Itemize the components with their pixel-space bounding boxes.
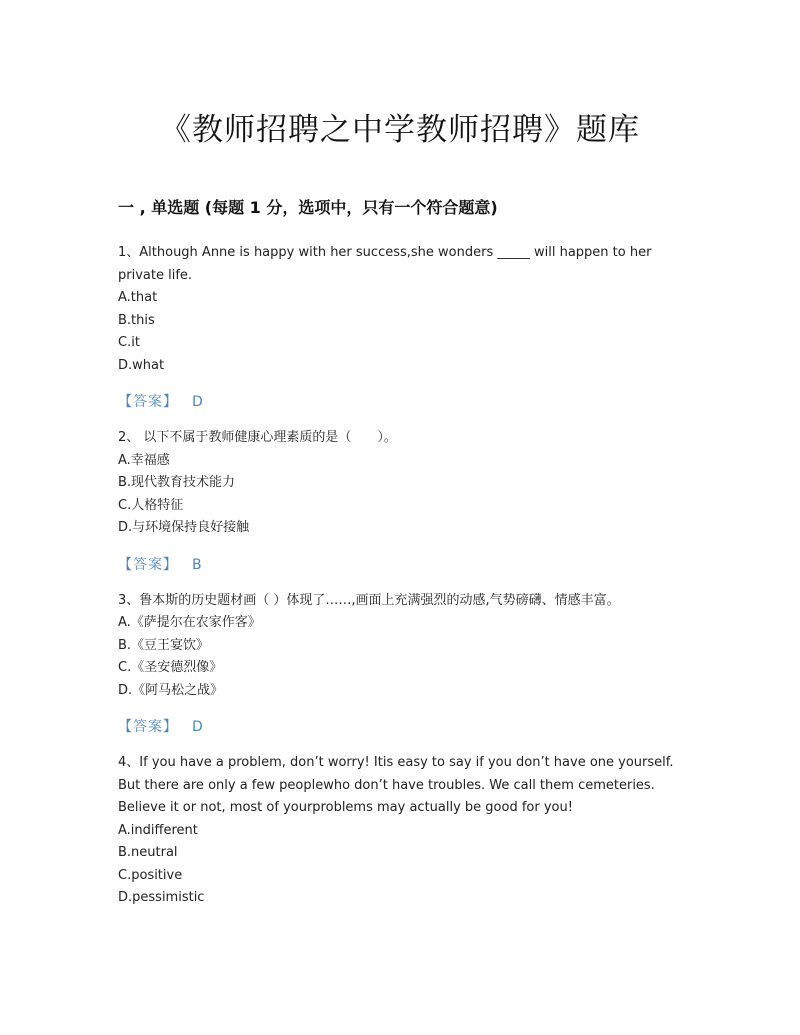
question-stem: 2、 以下不属于教师健康心理素质的是（ ）。 xyxy=(118,430,397,445)
option-c: C.positive xyxy=(118,867,183,883)
answer-label: 【答案】 xyxy=(118,719,178,735)
option-b: B.this xyxy=(118,312,155,328)
page-title: 《教师招聘之中学教师招聘》题库 xyxy=(160,112,640,148)
option-d: D.《阿马松之战》 xyxy=(118,682,224,698)
question-stem: 4、If you have a problem, don’t worry! Itis easy to say if you don’t have one yourself. But there are only a few peoplewho don’t have troubles. We call them cemeteries. Believe it or not, most of yourproblems may actually be good for you! xyxy=(118,755,674,815)
question-3 xyxy=(118,590,690,739)
option-c: C.it xyxy=(118,335,140,350)
question-list xyxy=(118,242,690,910)
option-a: A.indifferent xyxy=(118,822,198,838)
answer-value: D xyxy=(192,394,203,410)
option-d: D.与环境保持良好接触 xyxy=(118,520,250,535)
option-a: A.《萨提尔在农家作客》 xyxy=(118,615,261,630)
question-stem: 1、Although Anne is happy with her success,she wonders _____ will happen to her private life. xyxy=(118,245,652,283)
answer-line xyxy=(118,716,690,738)
option-b: B.《豆王宴饮》 xyxy=(118,637,210,653)
answer-label: 【答案】 xyxy=(118,394,178,410)
option-c: C.人格特征 xyxy=(118,497,184,513)
answer-line xyxy=(118,391,690,413)
section-heading: 一 , 单选题 (每题 1 分，选项中，只有一个符合题意) xyxy=(118,198,498,217)
answer-value: D xyxy=(192,719,203,735)
option-c: C.《圣安德烈像》 xyxy=(118,660,223,675)
answer-line xyxy=(118,554,690,576)
question-1 xyxy=(118,242,690,413)
option-a: A.幸福感 xyxy=(118,452,170,468)
option-a: A.that xyxy=(118,290,158,305)
option-d: D.what xyxy=(118,357,165,373)
question-2 xyxy=(118,427,690,576)
question-stem: 3、鲁本斯的历史题材画（ ）体现了……,画面上充满强烈的动感,气势磅礴、情感丰富。 xyxy=(118,592,620,608)
answer-value: B xyxy=(192,556,202,573)
option-b: B.现代教育技术能力 xyxy=(118,475,236,490)
question-4 xyxy=(118,752,690,910)
option-d: D.pessimistic xyxy=(118,890,205,905)
option-b: B.neutral xyxy=(118,845,178,860)
answer-label: 【答案】 xyxy=(118,556,178,573)
